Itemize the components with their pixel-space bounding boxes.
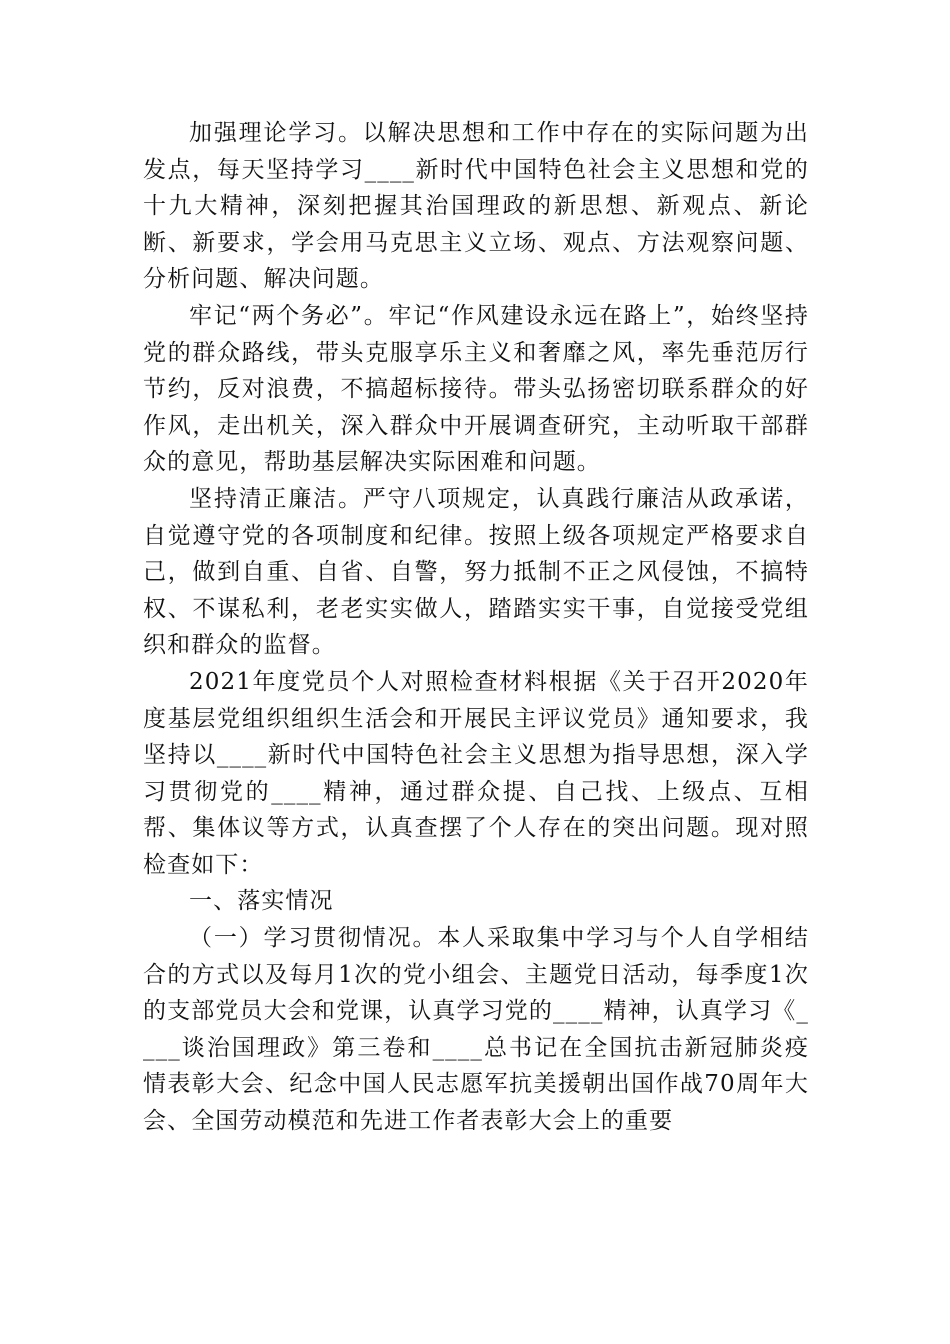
paragraph-study-implementation: （一）学习贯彻情况。本人采取集中学习与个人自学相结合的方式以及每月1次的党小组会、主题党日活动，每季度1次的支部党员大会和党课，认真学习党的____精神，认真学习《____谈治国理政》第三卷和____总书记在全国抗击新冠肺炎疫情表彰大会、纪念中国人民志愿军抗美援朝出国作战70周年大会、全国劳动模范和先进工作者表彰大会上的重要 — [143, 925, 809, 1135]
paragraph-strengthen-theory-study: 加强理论学习。以解决思想和工作中存在的实际问题为出发点，每天坚持学习____新时代中国特色社会主义思想和党的十九大精神，深刻把握其治国理政的新思想、新观点、新论断、新要求，学会用马克思主义立场、观点、方法观察问题、分析问题、解决问题。 — [143, 120, 809, 293]
paragraph-self-inspection-intro: 2021年度党员个人对照检查材料根据《关于召开2020年度基层党组织组织生活会和开展民主评议党员》通知要求，我坚持以____新时代中国特色社会主义思想为指导思想，深入学习贯彻党的____精神，通过群众提、自己找、上级点、互相帮、集体议等方式，认真查摆了个人存在的突出问题。现对照检查如下： — [143, 668, 809, 878]
section-heading-implementation: 一、落实情况 — [189, 888, 334, 915]
paragraph-integrity: 坚持清正廉洁。严守八项规定，认真践行廉洁从政承诺，自觉遵守党的各项制度和纪律。按照上级各项规定严格要求自己，做到自重、自省、自警，努力抵制不正之风侵蚀，不搞特权、不谋私利，老老实实做人，踏踏实实干事，自觉接受党组织和群众的监督。 — [143, 485, 809, 659]
document-body — [143, 115, 809, 1140]
paragraph-two-musts: 牢记“两个务必”。牢记“作风建设永远在路上”，始终坚持党的群众路线，带头克服享乐主义和奢靡之风，率先垂范厉行节约，反对浪费，不搞超标接待。带头弘扬密切联系群众的好作风，走出机关，深入群众中开展调查研究，主动听取干部群众的意见，帮助基层解决实际困难和问题。 — [143, 302, 809, 476]
